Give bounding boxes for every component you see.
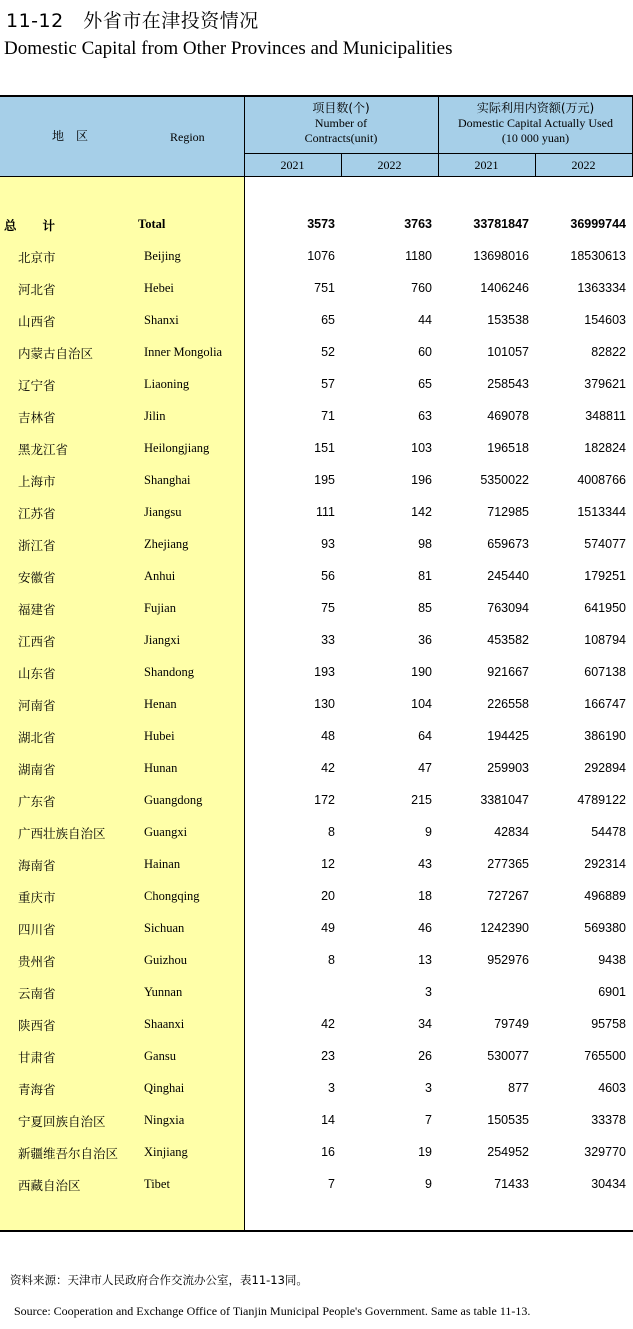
contracts-2021: 20 [321, 889, 335, 903]
region-name-en: Hubei [144, 729, 175, 743]
region-name-en: Shaanxi [144, 1017, 185, 1031]
capital-2022: 54478 [591, 825, 626, 839]
region-name-en: Hainan [144, 857, 181, 871]
table-row [0, 272, 633, 304]
capital-2022: 95758 [591, 1017, 626, 1031]
capital-2022: 82822 [591, 345, 626, 359]
region-name-cn: 河北省 [18, 282, 56, 297]
contracts-2021: 14 [321, 1113, 335, 1127]
region-name-en: Jiangxi [144, 633, 181, 647]
capital-2022: 30434 [591, 1177, 626, 1191]
table-row [0, 1104, 633, 1136]
capital-2021: 71433 [494, 1177, 529, 1191]
capital-2021: 196518 [487, 441, 529, 455]
contracts-2021: 8 [328, 953, 335, 967]
region-name-cn: 辽宁省 [18, 378, 56, 393]
capital-2022: 154603 [584, 313, 626, 327]
region-name-cn: 浙江省 [18, 538, 56, 553]
region-name-cn: 西藏自治区 [18, 1178, 81, 1193]
contracts-2022: 85 [418, 601, 432, 615]
contracts-2022: 215 [411, 793, 432, 807]
header-contracts [244, 101, 438, 146]
table-row-total [0, 208, 633, 240]
region-name-en: Shandong [144, 665, 194, 679]
region-name-en: Qinghai [144, 1081, 185, 1095]
region-name-cn: 总计 [4, 218, 82, 233]
capital-2022: 329770 [584, 1145, 626, 1159]
table-row [0, 1072, 633, 1104]
source-note-cn: 资料来源：天津市人民政府合作交流办公室，表11-13同。 [10, 1273, 308, 1287]
region-name-cn: 上海市 [18, 474, 56, 489]
region-name-en: Hunan [144, 761, 178, 775]
contracts-2021: 751 [314, 281, 335, 295]
table-row [0, 944, 633, 976]
contracts-2021: 65 [321, 313, 335, 327]
region-name-cn: 山西省 [18, 314, 56, 329]
contracts-2022: 98 [418, 537, 432, 551]
region-name-en: Henan [144, 697, 177, 711]
contracts-2022: 65 [418, 377, 432, 391]
table-row [0, 432, 633, 464]
contracts-2021: 75 [321, 601, 335, 615]
contracts-2022: 190 [411, 665, 432, 679]
contracts-2021: 56 [321, 569, 335, 583]
region-name-cn: 宁夏回族自治区 [18, 1114, 106, 1129]
capital-2021: 245440 [487, 569, 529, 583]
contracts-2021: 33 [321, 633, 335, 647]
contracts-2022: 46 [418, 921, 432, 935]
region-name-cn: 陕西省 [18, 1018, 56, 1033]
region-name-en: Guangxi [144, 825, 188, 839]
contracts-2022: 44 [418, 313, 432, 327]
region-name-en: Hebei [144, 281, 174, 295]
region-name-cn: 河南省 [18, 698, 56, 713]
region-name-cn: 北京市 [18, 250, 56, 265]
header-contracts-en-1: Number of [314, 116, 368, 130]
region-name-cn: 新疆维吾尔自治区 [18, 1146, 119, 1161]
capital-2022: 1363334 [577, 281, 626, 295]
capital-2022: 18530613 [570, 249, 626, 263]
contracts-2021: 193 [314, 665, 335, 679]
header-region-cn: 地 区 [52, 129, 89, 143]
region-name-cn: 山东省 [18, 666, 56, 681]
region-name-en: Ningxia [144, 1113, 185, 1127]
capital-2021: 453582 [487, 633, 529, 647]
region-name-en: Shanghai [144, 473, 191, 487]
page-title-en: Domestic Capital from Other Provinces and Municipalities [4, 38, 453, 59]
source-note-en: Source: Cooperation and Exchange Office of Tianjin Municipal People's Government. Same as table 11-13. [14, 1304, 531, 1318]
table-row [0, 496, 633, 528]
capital-2021: 1242390 [480, 921, 529, 935]
capital-2021: 5350022 [480, 473, 529, 487]
region-name-en: Tibet [144, 1177, 170, 1191]
capital-2021: 469078 [487, 409, 529, 423]
table-row [0, 1136, 633, 1168]
contracts-2021: 195 [314, 473, 335, 487]
contracts-2022: 18 [418, 889, 432, 903]
capital-2021: 79749 [494, 1017, 529, 1031]
table-row [0, 560, 633, 592]
contracts-2022: 13 [418, 953, 432, 967]
region-name-cn: 江西省 [18, 634, 56, 649]
table-row [0, 784, 633, 816]
region-name-cn: 广西壮族自治区 [18, 826, 106, 841]
capital-2021: 952976 [487, 953, 529, 967]
capital-2021: 101057 [487, 345, 529, 359]
contracts-2022: 3 [425, 1081, 432, 1095]
contracts-2021: 16 [321, 1145, 335, 1159]
contracts-2022: 142 [411, 505, 432, 519]
header-year: 2022 [571, 158, 596, 172]
capital-2022: 574077 [584, 537, 626, 551]
region-name-en: Jilin [144, 409, 166, 423]
table-bottom-rule [0, 1230, 633, 1232]
contracts-2022: 3763 [404, 217, 432, 231]
capital-2021: 33781847 [473, 217, 529, 231]
region-name-cn: 重庆市 [18, 890, 56, 905]
capital-2021: 763094 [487, 601, 529, 615]
contracts-2022: 196 [411, 473, 432, 487]
capital-2022: 765500 [584, 1049, 626, 1063]
capital-2021: 659673 [487, 537, 529, 551]
capital-2022: 108794 [584, 633, 626, 647]
contracts-2022: 1180 [405, 249, 432, 263]
region-name-en: Xinjiang [144, 1145, 188, 1159]
region-name-cn: 安徽省 [18, 570, 56, 585]
capital-2022: 182824 [584, 441, 626, 455]
header-contracts-cn: 项目数(个) [312, 101, 370, 115]
region-name-en: Liaoning [144, 377, 190, 391]
table-top-rule [0, 95, 633, 97]
capital-2022: 6901 [598, 985, 626, 999]
contracts-2021: 12 [321, 857, 335, 871]
capital-2022: 4789122 [577, 793, 626, 807]
contracts-2021: 3 [328, 1081, 335, 1095]
table-row [0, 336, 633, 368]
contracts-2021: 172 [314, 793, 335, 807]
region-name-en: Sichuan [144, 921, 185, 935]
capital-2022: 292894 [584, 761, 626, 775]
contracts-2022: 26 [418, 1049, 432, 1063]
region-name-cn: 广东省 [18, 794, 56, 809]
region-name-en: Guangdong [144, 793, 203, 807]
contracts-2022: 760 [411, 281, 432, 295]
contracts-2022: 9 [425, 825, 432, 839]
header-capital-cn: 实际利用内资额(万元) [476, 101, 595, 115]
table-row [0, 1040, 633, 1072]
region-name-en: Zhejiang [144, 537, 189, 551]
header-divider [244, 153, 633, 154]
region-name-cn: 黑龙江省 [18, 442, 69, 457]
capital-2021: 530077 [487, 1049, 529, 1063]
region-name-cn: 四川省 [18, 922, 56, 937]
table-row [0, 656, 633, 688]
capital-2022: 33378 [591, 1113, 626, 1127]
contracts-2021: 93 [321, 537, 335, 551]
capital-2022: 4603 [598, 1081, 626, 1095]
capital-2021: 254952 [487, 1145, 529, 1159]
contracts-2022: 19 [418, 1145, 432, 1159]
page-title-cn: 11-12 外省市在津投资情况 [6, 10, 259, 32]
capital-2022: 569380 [584, 921, 626, 935]
contracts-2022: 63 [418, 409, 432, 423]
header-capital-en-2: (10 000 yuan) [501, 131, 570, 145]
table-row [0, 464, 633, 496]
region-name-cn: 湖北省 [18, 730, 56, 745]
capital-2022: 348811 [585, 409, 626, 423]
region-name-en: Gansu [144, 1049, 176, 1063]
capital-2021: 277365 [487, 857, 529, 871]
capital-2022: 4008766 [577, 473, 626, 487]
capital-2022: 36999744 [570, 217, 626, 231]
capital-2021: 921667 [487, 665, 529, 679]
capital-2021: 3381047 [480, 793, 529, 807]
contracts-2021: 7 [328, 1177, 335, 1191]
region-name-cn: 江苏省 [18, 506, 56, 521]
capital-2022: 386190 [584, 729, 626, 743]
contracts-2021: 52 [321, 345, 335, 359]
contracts-2021: 1076 [307, 249, 335, 263]
region-name-cn: 贵州省 [18, 954, 56, 969]
capital-2021: 42834 [494, 825, 529, 839]
contracts-2021: 8 [328, 825, 335, 839]
capital-2022: 292314 [584, 857, 626, 871]
table-row [0, 720, 633, 752]
region-name-cn: 内蒙古自治区 [18, 346, 94, 361]
contracts-2022: 103 [411, 441, 432, 455]
contracts-2021: 42 [321, 761, 335, 775]
capital-2022: 1513344 [577, 505, 626, 519]
region-name-cn: 吉林省 [18, 410, 56, 425]
table-row [0, 624, 633, 656]
contracts-2021: 49 [321, 921, 335, 935]
header-year: 2021 [474, 158, 499, 172]
capital-2022: 379621 [584, 377, 626, 391]
region-name-en: Beijing [144, 249, 181, 263]
capital-2022: 496889 [584, 889, 626, 903]
contracts-2021: 48 [321, 729, 335, 743]
contracts-2021: 71 [321, 409, 335, 423]
contracts-2021: 111 [315, 505, 335, 519]
header-region-en: Region [170, 130, 205, 144]
contracts-2022: 9 [425, 1177, 432, 1191]
table-row [0, 816, 633, 848]
capital-2021: 727267 [487, 889, 529, 903]
table-row [0, 1168, 633, 1200]
region-name-en: Chongqing [144, 889, 200, 903]
header-contracts-en-2: Contracts(unit) [304, 131, 378, 145]
capital-2021: 712985 [487, 505, 529, 519]
region-name-en: Fujian [144, 601, 176, 615]
region-name-cn: 青海省 [18, 1082, 56, 1097]
contracts-2022: 7 [425, 1113, 432, 1127]
capital-2021: 877 [508, 1081, 529, 1095]
region-name-en: Anhui [144, 569, 176, 583]
capital-2022: 641950 [584, 601, 626, 615]
capital-2021: 258543 [487, 377, 529, 391]
header-capital-en-1: Domestic Capital Actually Used [458, 116, 613, 130]
region-name-cn: 海南省 [18, 858, 56, 873]
contracts-2021: 151 [314, 441, 335, 455]
contracts-2022: 34 [418, 1017, 432, 1031]
region-name-cn: 云南省 [18, 986, 56, 1001]
capital-2021: 150535 [487, 1113, 529, 1127]
capital-2022: 166747 [584, 697, 626, 711]
capital-2021: 153538 [487, 313, 529, 327]
table-row [0, 304, 633, 336]
contracts-2022: 43 [418, 857, 432, 871]
contracts-2022: 64 [418, 729, 432, 743]
table-row [0, 976, 633, 1008]
region-name-en: Inner Mongolia [144, 345, 223, 359]
region-name-cn: 湖南省 [18, 762, 56, 777]
region-name-cn: 福建省 [18, 602, 56, 617]
table-row [0, 912, 633, 944]
capital-2022: 179251 [584, 569, 626, 583]
contracts-2021: 23 [321, 1049, 335, 1063]
table-row [0, 528, 633, 560]
header-year: 2021 [280, 158, 305, 172]
contracts-2021: 57 [321, 377, 335, 391]
contracts-2022: 81 [418, 569, 432, 583]
table-row [0, 240, 633, 272]
contracts-2021: 42 [321, 1017, 335, 1031]
region-name-en: Jiangsu [144, 505, 182, 519]
capital-2021: 226558 [487, 697, 529, 711]
contracts-2022: 47 [418, 761, 432, 775]
region-name-en: Total [138, 217, 166, 231]
region-name-en: Guizhou [144, 953, 188, 967]
table-row [0, 880, 633, 912]
table-row [0, 400, 633, 432]
header-year: 2022 [377, 158, 402, 172]
contracts-2022: 104 [411, 697, 432, 711]
contracts-2022: 3 [425, 985, 432, 999]
contracts-2022: 36 [418, 633, 432, 647]
capital-2021: 1406246 [480, 281, 529, 295]
header-capital [438, 101, 633, 146]
contracts-2022: 60 [418, 345, 432, 359]
table-row [0, 848, 633, 880]
capital-2021: 13698016 [473, 249, 529, 263]
table-row [0, 752, 633, 784]
table-row [0, 688, 633, 720]
capital-2021: 194425 [487, 729, 529, 743]
region-name-en: Heilongjiang [144, 441, 210, 455]
region-name-en: Shanxi [144, 313, 179, 327]
capital-2021: 259903 [487, 761, 529, 775]
table-row [0, 368, 633, 400]
table-row [0, 1008, 633, 1040]
region-name-cn: 甘肃省 [18, 1050, 56, 1065]
capital-2022: 9438 [598, 953, 626, 967]
header-bottom-rule [0, 176, 633, 177]
capital-2022: 607138 [584, 665, 626, 679]
table-row [0, 592, 633, 624]
region-name-en: Yunnan [144, 985, 183, 999]
contracts-2021: 130 [314, 697, 335, 711]
contracts-2021: 3573 [307, 217, 335, 231]
